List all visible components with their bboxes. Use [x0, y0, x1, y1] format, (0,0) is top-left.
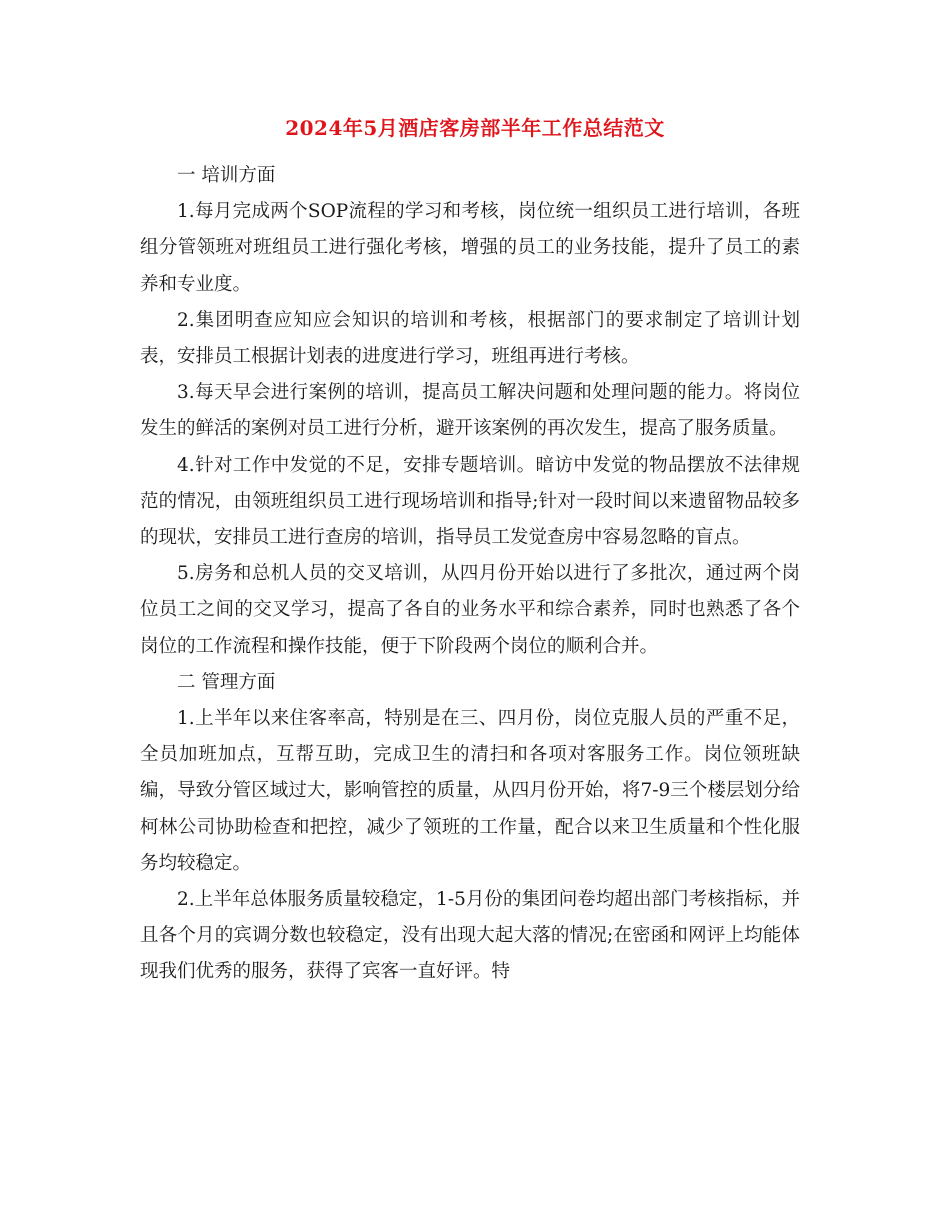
paragraph: 2.集团明查应知应会知识的培训和考核，根据部门的要求制定了培训计划表，安排员工根据计划表的进度进行学习，班组再进行考核。: [140, 309, 800, 368]
paragraph: 3.每天早会进行案例的培训，提高员工解决问题和处理问题的能力。将岗位发生的鲜活的案例对员工进行分析，避开该案例的再次发生，提高了服务质量。: [140, 382, 800, 440]
paragraph: 1.每月完成两个SOP流程的学习和考核，岗位统一组织员工进行培训，各班组分管领班对班组员工进行强化考核，增强的员工的业务技能，提升了员工的素养和专业度。: [140, 201, 800, 295]
document-body: [140, 158, 800, 991]
paragraph: 5.房务和总机人员的交叉培训，从四月份开始以进行了多批次，通过两个岗位员工之间的交叉学习，提高了各自的业务水平和综合素养，同时也熟悉了各个岗位的工作流程和操作技能，便于下阶段两个岗位的顺利合并。: [140, 563, 800, 657]
section-heading-management: 二 管理方面: [177, 671, 276, 693]
paragraph: 1.上半年以来住客率高，特别是在三、四月份，岗位克服人员的严重不足，全员加班加点，互帮互助，完成卫生的清扫和各项对客服务工作。岗位领班缺编，导致分管区域过大，影响管控的质量，从四月份开始，将7-9三个楼层划分给柯林公司协助检查和把控，减少了领班的工作量，配合以来卫生质量和个性化服务均较稳定。: [140, 708, 800, 874]
section-heading-training: 一 培训方面: [177, 165, 276, 186]
paragraph: 4.针对工作中发觉的不足，安排专题培训。暗访中发觉的物品摆放不法律规范的情况，由领班组织员工进行现场培训和指导;针对一段时间以来遗留物品较多的现状，安排员工进行查房的培训，指导员工发觉查房中容易忽略的盲点。: [140, 454, 800, 549]
paragraph: 2.上半年总体服务质量较稳定，1-5月份的集团问卷均超出部门考核指标，并且各个月的宾调分数也较稳定，没有出现大起大落的情况;在密函和网评上均能体现我们优秀的服务，获得了宾客一直好评。特: [140, 889, 800, 983]
document-title: 2024年5月酒店客房部半年工作总结范文: [285, 116, 665, 140]
